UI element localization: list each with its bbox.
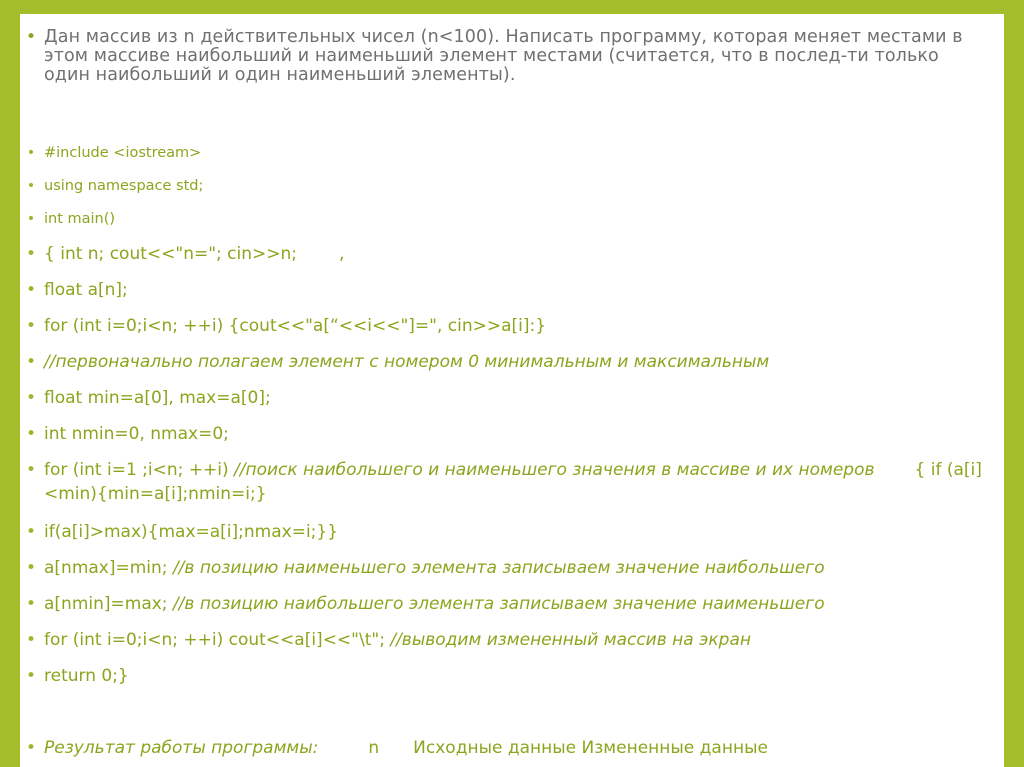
code-text: for (int i=0;i<n; ++i) cout<<a[i]<<"\t"; (44, 630, 391, 650)
bullet-dot: • (25, 594, 37, 614)
bullet-dot: • (25, 27, 37, 47)
code-text: for (int i=1 ;i<n; ++i) (44, 460, 235, 480)
code-text: a[nmax]=min; (44, 558, 173, 578)
code-comment: //поиск наибольшего и наименьшего значения в массиве и их номеров (234, 460, 875, 480)
bullet-dot: • (26, 211, 36, 227)
code-text: { int n; cout<<"n="; cin>>n; (44, 244, 297, 264)
bullet-dot: • (25, 738, 37, 758)
bullet-dot: • (25, 522, 37, 542)
code-text: , (339, 244, 345, 264)
code-comment: //в позицию наименьшего элемента записываем значение наибольшего (172, 558, 825, 578)
code-text: return 0;} (44, 666, 129, 686)
bullet-dot: • (26, 178, 36, 194)
code-text: float a[n]; (44, 280, 128, 300)
bullet-dot: • (25, 558, 37, 578)
code-text: int main() (44, 211, 116, 227)
bullet-dot: • (25, 388, 37, 408)
code-text: int nmin=0, nmax=0; (44, 424, 229, 444)
code-comment: //в позицию наибольшего элемента записываем значение наименьшего (172, 594, 825, 614)
bullet-dot: • (25, 666, 37, 686)
code-text: for (int i=0;i<n; ++i) {cout<<"a[“<<i<<"]=", cin>>a[i]:} (44, 316, 547, 336)
code-text: a[nmin]=max; (44, 594, 173, 614)
result-n: n (368, 738, 380, 758)
bullet-dot: • (25, 424, 37, 444)
bullet-dot: • (26, 145, 36, 161)
code-text: using namespace std; (44, 178, 204, 194)
code-text: float min=a[0], max=a[0]; (44, 388, 271, 408)
code-comment: //первоначально полагаем элемент с номером 0 минимальным и максимальным (44, 352, 770, 372)
code-comment: //выводим измененный массив на экран (390, 630, 752, 650)
bullet-dot: • (25, 316, 37, 336)
bullet-dot: • (25, 630, 37, 650)
bullet-dot: • (25, 460, 37, 480)
bullet-dot: • (25, 244, 37, 264)
code-text: if(a[i]>max){max=a[i];nmax=i;}} (44, 522, 339, 542)
result-tail: Исходные данные Измененные данные (413, 738, 768, 758)
bullet-dot: • (25, 352, 37, 372)
code-text: #include <iostream> (44, 145, 202, 161)
bullet-dot: • (25, 280, 37, 300)
result-label: Результат работы программы: (44, 738, 319, 758)
slide (20, 14, 1004, 767)
task-text: Дан массив из n действительных чисел (n<100). Написать программу, которая меняет местами в этом массиве наибольший и наименьший элемент местами (считается, что в послед-ти только один наибольший и один наименьший элементы). (44, 27, 963, 85)
code-text: { if (a[i]<min){min=a[i];nmin=i;} (44, 460, 982, 504)
